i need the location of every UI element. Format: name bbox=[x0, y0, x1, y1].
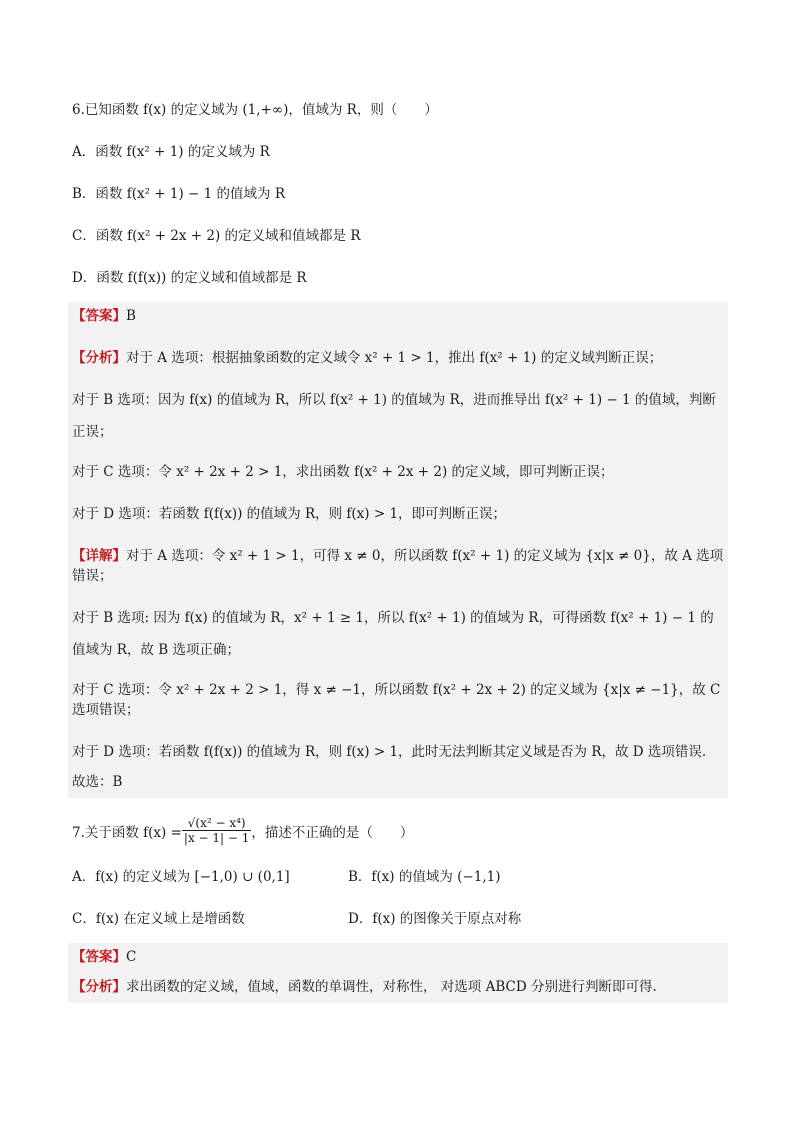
q6-option-c: C．函数 f(x² + 2x + 2) 的定义域和值域都是 R bbox=[72, 228, 361, 244]
q7-options-row-2 bbox=[72, 909, 724, 929]
q6-detail-c: 对于 C 选项：令 x² + 2x + 2 > 1，得 x ≠ −1，所以函数 f(x² + 2x + 2) 的定义域为 {x|x ≠ −1}，故 C 选项错误； bbox=[72, 682, 721, 718]
q6-analysis-d: 对于 D 选项：若函数 f(f(x)) 的值域为 R，则 f(x) > 1，即可判断正误； bbox=[72, 506, 507, 522]
q6-detail-b: 对于 B 选项: 因为 f(x) 的值域为 R，x² + 1 ≥ 1，所以 f(x² + 1) 的值域为 R，可得函数 f(x² + 1) − 1 的值域为 R，故 B 选项正确； bbox=[72, 610, 714, 658]
analysis-tag: 【分析】 bbox=[72, 979, 126, 995]
q7-answer-value: C bbox=[126, 949, 137, 965]
q7-option-c: C．f(x) 在定义域上是增函数 bbox=[72, 911, 245, 927]
q6-analysis-b: 对于 B 选项：因为 f(x) 的值域为 R，所以 f(x² + 1) 的值域为 R，进而推导出 f(x² + 1) − 1 的值域，判断正误； bbox=[72, 392, 716, 440]
q6-answer bbox=[72, 306, 724, 326]
q6-option-a: A．函数 f(x² + 1) 的定义域为 R bbox=[72, 144, 270, 160]
q6-analysis-a bbox=[72, 348, 724, 368]
q6-option-d: D．函数 f(f(x)) 的定义域和值域都是 R bbox=[72, 270, 307, 286]
detail-tag: 【详解】 bbox=[72, 548, 126, 564]
q7-stem-suffix: ，描述不正确的是（ ） bbox=[251, 824, 414, 841]
q6-detail-d: 对于 D 选项：若函数 f(f(x)) 的值域为 R，则 f(x) > 1，此时无法判断其定义域是否为 R，故 D 选项错误. bbox=[72, 744, 707, 760]
q6-detail-a bbox=[72, 546, 724, 586]
document-page bbox=[72, 100, 724, 1003]
q7-options-row-1 bbox=[72, 867, 724, 887]
q7-option-b: B．f(x) 的值域为 (−1,1) bbox=[348, 869, 501, 885]
q6-option-b: B．函数 f(x² + 1) − 1 的值域为 R bbox=[72, 186, 285, 202]
q6-analysis-c: 对于 C 选项：令 x² + 2x + 2 > 1，求出函数 f(x² + 2x + 2) 的定义域，即可判断正误； bbox=[72, 464, 614, 480]
answer-tag: 【答案】 bbox=[72, 308, 126, 324]
q6-detail-a-text: 对于 A 选项：令 x² + 1 > 1，可得 x ≠ 0，所以函数 f(x² + 1) 的定义域为 {x|x ≠ 0}，故 A 选项错误； bbox=[72, 548, 724, 584]
analysis-tag: 【分析】 bbox=[72, 350, 126, 366]
q7-fraction-numerator: √(x² − x⁴) bbox=[182, 816, 252, 831]
q6-choose: 故选：B bbox=[72, 774, 123, 790]
q7-stem bbox=[72, 816, 724, 845]
q7-answer bbox=[72, 947, 724, 967]
q6-answer-value: B bbox=[126, 308, 136, 324]
q7-fraction bbox=[182, 816, 252, 845]
q6-stem: 6.已知函数 f(x) 的定义域为 (1,+∞)，值域为 R，则（ ） bbox=[72, 102, 438, 118]
q7-analysis bbox=[72, 977, 724, 997]
q7-stem-prefix: 7.关于函数 f(x) = bbox=[72, 824, 182, 841]
q6-analysis-a-text: 对于 A 选项：根据抽象函数的定义域令 x² + 1 > 1，推出 f(x² + 1) 的定义域判断正误； bbox=[126, 350, 663, 366]
q6-solution-block bbox=[68, 302, 728, 798]
q7-fraction-denominator: |x − 1| − 1 bbox=[183, 831, 250, 845]
q7-analysis-text: 求出函数的定义域，值域，函数的单调性，对称性， 对选项 ABCD 分别进行判断即可得. bbox=[126, 979, 657, 995]
q7-option-a: A．f(x) 的定义域为 [−1,0) ∪ (0,1] bbox=[72, 869, 290, 885]
q7-solution-block bbox=[68, 943, 728, 1003]
q7-option-d: D．f(x) 的图像关于原点对称 bbox=[348, 911, 522, 927]
answer-tag: 【答案】 bbox=[72, 949, 126, 965]
